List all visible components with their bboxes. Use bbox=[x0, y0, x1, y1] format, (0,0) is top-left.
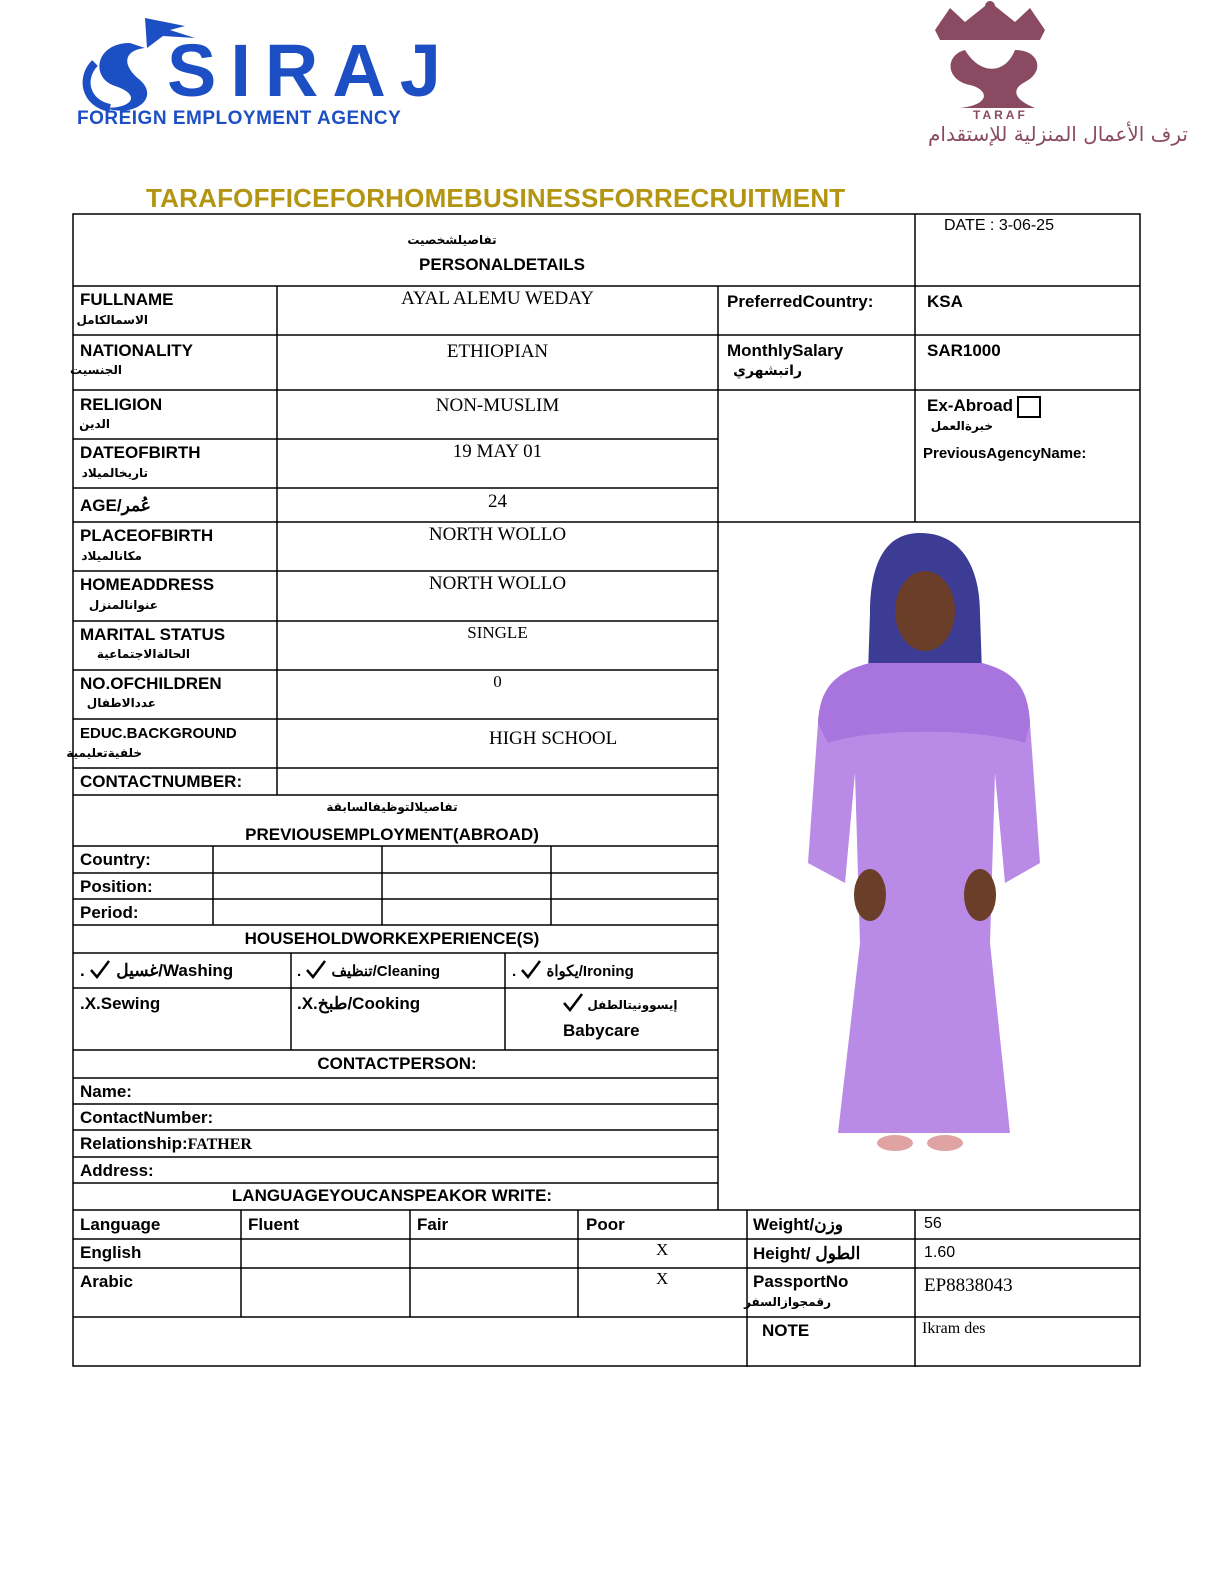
relationship-label: Relationship: bbox=[80, 1134, 188, 1153]
home-address-arabic: عنوانالمنزل bbox=[88, 598, 158, 612]
lang-header-poor: Poor bbox=[586, 1215, 625, 1234]
prev-country-label: Country: bbox=[80, 850, 151, 869]
passport-arabic: رقمجوازالسفر bbox=[744, 1295, 831, 1309]
previous-agency-label: PreviousAgencyName: bbox=[923, 445, 1087, 462]
application-form bbox=[66, 213, 1141, 1367]
cleaning-item: . تنظيف/Cleaning bbox=[297, 959, 440, 980]
siraj-tagline: FOREIGN EMPLOYMENT AGENCY bbox=[77, 108, 402, 129]
checkmark-icon bbox=[520, 959, 542, 979]
note-label: NOTE bbox=[762, 1321, 810, 1340]
marital-status-arabic: الحالةالاجتماعية bbox=[96, 647, 190, 661]
taraf-name: TARAF bbox=[973, 108, 1028, 122]
ironing-label: يكواة/Ironing bbox=[546, 963, 634, 980]
religion-arabic: الدين bbox=[79, 417, 110, 431]
age-label: AGE/عُمر bbox=[80, 496, 151, 515]
babycare-label: Babycare bbox=[563, 1021, 640, 1040]
children-label: NO.OFCHILDREN bbox=[80, 674, 222, 693]
languages-title: LANGUAGEYOUCANSPEAKOR WRITE: bbox=[231, 1186, 553, 1205]
lang-arabic-poor: X bbox=[656, 1269, 669, 1288]
religion-value: NON-MUSLIM bbox=[435, 395, 560, 416]
weight-label: Weight/وزن bbox=[753, 1215, 843, 1234]
passport-label: PassportNo bbox=[753, 1272, 849, 1291]
lang-header-fair: Fair bbox=[417, 1215, 449, 1234]
checkmark-icon bbox=[89, 959, 111, 979]
siraj-name: SIRAJ bbox=[167, 29, 455, 112]
nationality-label: NATIONALITY bbox=[80, 341, 194, 360]
babycare-arabic: إيسوونيتالطفل bbox=[587, 998, 678, 1012]
lang-header-language: Language bbox=[80, 1215, 161, 1234]
marital-status-value: SINGLE bbox=[467, 623, 528, 642]
contact-number-person-label: ContactNumber: bbox=[80, 1108, 214, 1127]
cooking-item: .X.طبخ/Cooking bbox=[297, 994, 421, 1013]
sewing-item: .X.Sewing bbox=[80, 994, 161, 1013]
personal-details-title: PERSONALDETAILS bbox=[419, 255, 585, 274]
home-address-value: NORTH WOLLO bbox=[428, 573, 567, 594]
nationality-arabic: الجنسيت bbox=[70, 363, 122, 377]
education-label: EDUC.BACKGROUND bbox=[80, 725, 237, 742]
education-value: HIGH SCHOOL bbox=[489, 728, 618, 749]
lang-arabic: Arabic bbox=[80, 1272, 133, 1291]
weight-value: 56 bbox=[924, 1215, 942, 1232]
dob-arabic: تاريخالميلاد bbox=[81, 466, 148, 480]
checkmark-icon bbox=[305, 959, 327, 979]
banner-title: TARAFOFFICEFORHOMEBUSINESSFORRECRUITMENT bbox=[146, 183, 846, 213]
prev-period-label: Period: bbox=[80, 903, 139, 922]
preferred-country-label: PreferredCountry: bbox=[727, 292, 874, 311]
relationship-row bbox=[80, 1134, 252, 1154]
taraf-logo bbox=[830, 0, 1200, 150]
lang-header-fluent: Fluent bbox=[248, 1215, 299, 1234]
ex-abroad-label: Ex-Abroad bbox=[927, 396, 1013, 415]
checkmark-icon bbox=[562, 992, 584, 1012]
full-name-label: FULLNAME bbox=[80, 290, 174, 309]
applicant-figure-icon bbox=[720, 523, 1140, 1207]
age-value: 24 bbox=[488, 491, 507, 512]
relationship-value: FATHER bbox=[187, 1136, 252, 1153]
applicant-photo bbox=[720, 523, 1140, 1207]
monthly-salary-arabic: راتبشهري bbox=[733, 363, 802, 379]
babycare-item bbox=[562, 992, 678, 1012]
height-label: Height/ الطول bbox=[753, 1244, 861, 1263]
ex-abroad-checkbox[interactable] bbox=[1017, 396, 1041, 418]
contact-number-label: CONTACTNUMBER: bbox=[80, 772, 243, 791]
passport-value: EP8838043 bbox=[924, 1275, 1013, 1296]
height-value: 1.60 bbox=[924, 1244, 956, 1261]
ex-abroad-arabic: خبرةالعمل bbox=[930, 419, 993, 433]
contact-address-label: Address: bbox=[80, 1161, 154, 1180]
form-date: DATE : 3-06-25 bbox=[944, 217, 1054, 234]
nationality-value: ETHIOPIAN bbox=[446, 341, 549, 362]
dob-value: 19 MAY 01 bbox=[452, 441, 543, 462]
monthly-salary-label: MonthlySalary bbox=[727, 341, 844, 360]
contact-name-label: Name: bbox=[80, 1082, 132, 1101]
contact-person-title: CONTACTPERSON: bbox=[317, 1054, 477, 1073]
siraj-logo bbox=[75, 8, 455, 138]
note-value: Ikram des bbox=[922, 1320, 986, 1337]
place-of-birth-label: PLACEOFBIRTH bbox=[80, 526, 214, 545]
previous-employment-title: PREVIOUSEMPLOYMENT(ABROAD) bbox=[245, 825, 539, 844]
monthly-salary-value: SAR1000 bbox=[927, 341, 1001, 360]
children-value: 0 bbox=[493, 672, 502, 691]
cleaning-label: تنظيف/Cleaning bbox=[331, 963, 441, 980]
washing-label: غسيل/Washing bbox=[116, 961, 234, 980]
place-of-birth-value: NORTH WOLLO bbox=[428, 524, 567, 545]
home-address-label: HOMEADDRESS bbox=[80, 575, 215, 594]
personal-details-arabic: تفاصيلشخصيت bbox=[407, 233, 497, 247]
washing-item: . غسيل/Washing bbox=[80, 961, 234, 980]
full-name-arabic: الاسمالكامل bbox=[76, 313, 148, 327]
religion-label: RELIGION bbox=[80, 395, 163, 414]
education-arabic: خلفيةتعليمية bbox=[66, 746, 142, 760]
preferred-country-value: KSA bbox=[927, 292, 963, 311]
previous-employment-arabic: تفاصيلالتوظيفالسابقة bbox=[326, 800, 458, 814]
prev-position-label: Position: bbox=[80, 877, 153, 896]
lang-english-poor: X bbox=[656, 1240, 669, 1259]
full-name-value: AYAL ALEMU WEDAY bbox=[401, 288, 594, 309]
taraf-arabic: ترف الأعمال المنزلية للإستقدام bbox=[928, 122, 1188, 146]
dob-label: DATEOFBIRTH bbox=[80, 443, 201, 462]
place-of-birth-arabic: مكانالميلاد bbox=[81, 549, 142, 563]
marital-status-label: MARITAL STATUS bbox=[80, 625, 226, 644]
lang-english: English bbox=[80, 1243, 142, 1262]
children-arabic: عددالاطفال bbox=[86, 696, 156, 710]
household-title: HOUSEHOLDWORKEXPERIENCE(S) bbox=[244, 929, 540, 948]
ironing-item: . يكواة/Ironing bbox=[512, 959, 634, 980]
